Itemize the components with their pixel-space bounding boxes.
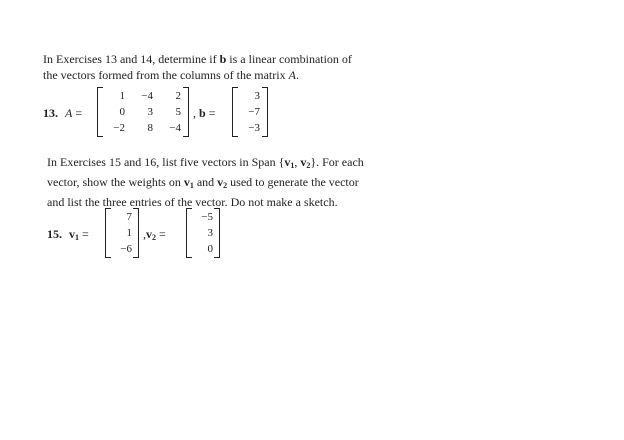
vector-entry: 3 — [207, 227, 213, 239]
matrix-cell: −2 — [113, 122, 125, 134]
vector-v1-label: $v_1$ = — [69, 227, 89, 242]
instruction-line: vector, show the weights on $v_1$ and $v_2$ used to generate the vector — [47, 175, 359, 190]
matrix-cell: 1 — [119, 90, 125, 102]
left-bracket — [97, 87, 103, 137]
matrix-cell: 0 — [119, 106, 125, 118]
matrix-cell: 8 — [147, 122, 153, 134]
exercise-number: 13. — [43, 106, 58, 120]
instruction-line: and list the three entries of the vector. Do not make a sketch. — [47, 195, 338, 209]
vector-entry: 3 — [254, 90, 260, 102]
right-bracket — [262, 87, 268, 137]
vector-entry: −5 — [201, 211, 213, 223]
vector-b-label: , b = — [193, 106, 216, 120]
matrix-cell: −4 — [141, 90, 153, 102]
vector-v2 — [186, 208, 220, 258]
exercises-15-16-instructions — [47, 154, 417, 210]
instruction-line: In Exercises 15 and 16, list five vectors in Span {$v_1$, $v_2$}. For each — [47, 155, 364, 170]
exercise-number: 15. — [47, 227, 62, 241]
instruction-line: the vectors formed from the columns of the matrix A. — [43, 68, 299, 82]
matrix-cell: −4 — [169, 122, 181, 134]
vector-v2-label: $,v_2$ = — [143, 227, 166, 242]
vector-entry: 0 — [207, 243, 213, 255]
right-bracket — [133, 208, 139, 258]
vector-entry: 1 — [126, 227, 132, 239]
matrix-a-label: A = — [65, 106, 83, 120]
matrix-cell: 5 — [175, 106, 181, 118]
right-bracket — [214, 208, 220, 258]
vector-entry: 7 — [126, 211, 132, 223]
vector-v1 — [105, 208, 139, 258]
vector-entry: −6 — [120, 243, 132, 255]
matrix-a — [97, 87, 189, 137]
right-bracket — [183, 87, 189, 137]
matrix-cell: 3 — [147, 106, 153, 118]
matrix-cell: 2 — [175, 90, 181, 102]
vector-b — [232, 87, 268, 137]
exercises-13-14-instructions — [43, 51, 403, 83]
vector-entry: −3 — [248, 122, 260, 134]
instruction-line: In Exercises 13 and 14, determine if b is a linear combination of — [43, 52, 352, 66]
vector-entry: −7 — [248, 106, 260, 118]
